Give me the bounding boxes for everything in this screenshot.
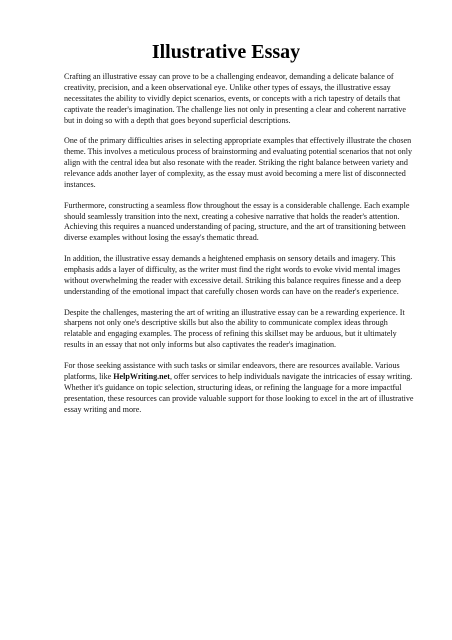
paragraph-3: Furthermore, constructing a seamless flow throughout the essay is a considerable challenge. Each example should seamlessly transition into the next, creating a cohesive narrative that holds the reader's attention. Achieving this requires a nuanced understanding of pacing, structure, and the art of transitioning between diverse examples without losing the essay's thematic thread. [64, 200, 410, 243]
paragraph-6 [64, 361, 416, 416]
paragraph-4: In addition, the illustrative essay demands a heightened emphasis on sensory details and imagery. This emphasis adds a layer of difficulty, as the writer must find the right words to evoke vivid mental images without overwhelming the reader with excessive detail. Striking this balance requires finesse and a deep understanding of the emotional impact that carefully chosen words can have on the reader's experience. [64, 254, 401, 296]
paragraph-6-text-after: , offer services to help individuals navigate the intricacies of essay writing. Whether it's guidance on topic selection, structuring ideas, or refining the language for a more impactful presentation, these resources can provide valuable support for those looking to excel in the art of illustrative essay writing and more. [64, 371, 414, 414]
paragraph-1: Crafting an illustrative essay can prove to be a challenging endeavor, demanding a delicate balance of creativity, precision, and a keen observational eye. Unlike other types of essays, the illustrative essay necessitates the ability to vividly depict scenarios, events, or concepts with a rich tapestry of details that captivate the reader's imagination. The challenge lies not only in presenting a clear and coherent narrative but in doing so with a depth that goes beyond superficial descriptions. [64, 72, 407, 125]
page-title: Illustrative Essay [151, 41, 301, 63]
paragraph-6-text-before: For those seeking assistance with such tasks or similar endeavors, there are resources available. Various platforms, like [64, 360, 400, 381]
helpwriting-link[interactable]: HelpWriting.net [113, 371, 170, 381]
paragraph-5: Despite the challenges, mastering the art of writing an illustrative essay can be a rewarding experience. It sharpens not only one's descriptive skills but also the ability to communicate complex ideas through relatable and engaging examples. The process of refining this skillset may be arduous, but it ultimately results in an essay that not only informs but also captivates the reader's imagination. [64, 307, 405, 350]
paragraph-2: One of the primary difficulties arises in selecting appropriate examples that effectively illustrate the chosen theme. This involves a meticulous process of brainstorming and evaluating potential scenarios that not only align with the central idea but also resonate with the reader. Striking the right balance between variety and relevance adds another layer of complexity, as the essay must avoid becoming a mere list of disconnected instances. [64, 136, 413, 189]
document-body [64, 72, 416, 425]
